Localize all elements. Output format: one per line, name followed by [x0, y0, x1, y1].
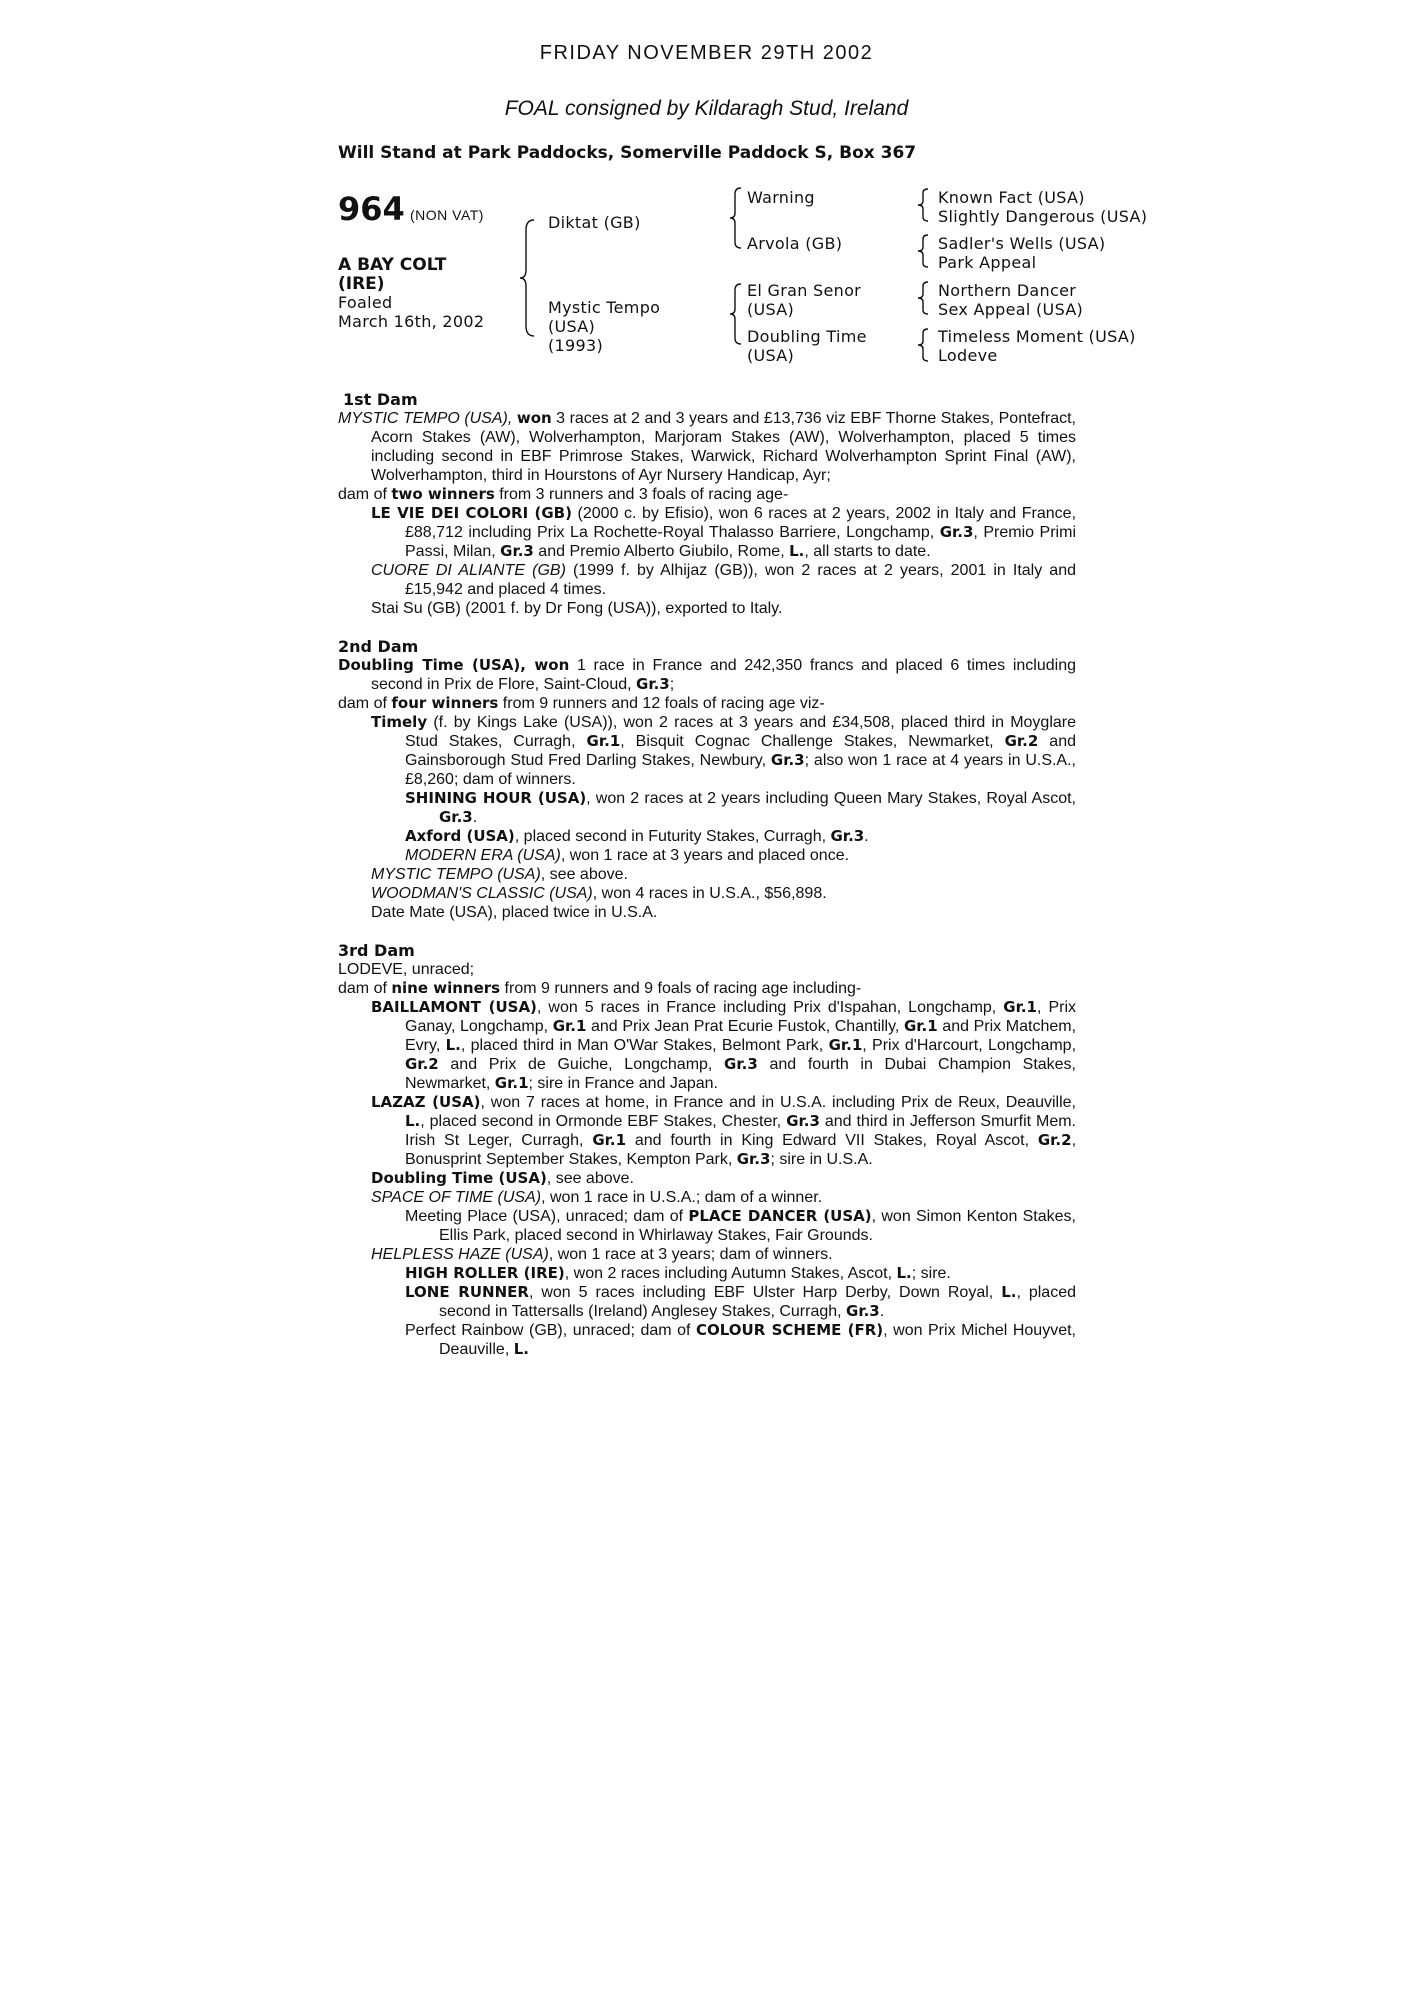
third-dam-produce-summary: [338, 979, 1076, 998]
horse-name: LE VIE DEI COLORI (GB): [371, 504, 572, 522]
produce-entry: Stai Su (GB) (2001 f. by Dr Fong (USA)), exported to Italy.: [371, 600, 783, 617]
foaled-label: Foaled: [338, 293, 393, 312]
produce-entry: [338, 827, 1076, 846]
grade-badge: Gr.3: [636, 675, 670, 693]
pedigree-dam: Mystic Tempo: [548, 298, 661, 317]
listed-badge: L.: [896, 1264, 912, 1282]
pedigree-sire-dam: Arvola (GB): [747, 234, 843, 253]
pedigree-ssd: Slightly Dangerous (USA): [938, 207, 1148, 226]
grade-badge: Gr.3: [830, 827, 865, 845]
text-run: and Premio Alberto Giubilo, Rome,: [533, 543, 790, 560]
produce-entry: [338, 1245, 1076, 1264]
produce-entry: [338, 713, 1076, 789]
pedigree-dam-country: (USA): [548, 317, 596, 336]
text-run: from 3 runners and 3 foals of racing age-: [494, 486, 789, 503]
text-run: , won 1 race in U.S.A.; dam of a winner.: [541, 1189, 823, 1206]
text-run: and Gainsborough Stud Fred Darling Stakes, Newbury,: [405, 733, 1077, 769]
listed-badge: L.: [1001, 1283, 1017, 1301]
horse-name: PLACE DANCER (USA): [688, 1207, 872, 1225]
produce-entry: Date Mate (USA), placed twice in U.S.A.: [371, 904, 658, 921]
horse-name: HIGH ROLLER (IRE): [405, 1264, 565, 1282]
text-run: (f. by Kings Lake (USA)), won 2 races at 3 years and £34,508, placed third in Moyglare Stud Stakes, Curragh,: [405, 714, 1076, 750]
second-dam-produce-summary: [338, 694, 1076, 713]
pedigree-dam-dam-country: (USA): [747, 346, 795, 365]
pedigree-sdd: Park Appeal: [938, 253, 1037, 272]
text-run: (1999 f. by Alhijaz (GB)), won 2 races at 2 years, 2001 in Italy and £15,942 and placed 4 times.: [405, 562, 1077, 598]
text-run: ;: [669, 676, 675, 693]
produce-entry: [338, 1188, 1076, 1207]
lot-description: A BAY COLT: [338, 255, 447, 275]
grade-badge: Gr.1: [1003, 998, 1037, 1016]
third-dam-record: LODEVE, unraced;: [338, 961, 475, 978]
horse-name: MODERN ERA (USA): [405, 847, 561, 864]
winners-count: two winners: [391, 485, 495, 503]
second-dam-heading: 2nd Dam: [338, 637, 419, 656]
text-run: , placed third in Man O'War Stakes, Belmont Park,: [460, 1037, 829, 1054]
first-dam-text: 3 races at 2 and 3 years and £13,736 viz EBF Thorne Stakes, Pontefract, Acorn Stakes (AW), Wolverhampton, Marjoram Stakes (AW), Wolverhampton, placed 5 times including second in EBF Primrose Stakes, Warwick, Richard Wolverhampton Sprint Final (AW), Wolverhampton, third in Hourstons of Ayr Nursery Handicap, Ayr;: [371, 410, 1076, 484]
produce-entry: [338, 998, 1076, 1093]
grade-badge: Gr.3: [786, 1112, 820, 1130]
listed-badge: L.: [789, 542, 805, 560]
second-dam-record: [338, 656, 1076, 694]
grade-badge: Gr.3: [439, 808, 473, 826]
consignment-line: FOAL consigned by Kildaragh Stud, Ireland: [504, 97, 909, 120]
text-run: , Prix d'Harcourt, Longchamp,: [862, 1037, 1077, 1054]
grade-badge: Gr.2: [1037, 1131, 1072, 1149]
horse-name: Timely: [371, 713, 428, 731]
text-run: Meeting Place (USA), unraced; dam of: [405, 1208, 689, 1225]
produce-entry: [338, 1169, 1076, 1188]
text-run: , won 1 race at 3 years; dam of winners.: [548, 1246, 833, 1263]
lot-number: 964: [338, 190, 405, 228]
horse-name: BAILLAMONT (USA): [371, 998, 537, 1016]
text-run: , won 2 races including Autumn Stakes, Ascot,: [564, 1265, 897, 1282]
text-run: ; sire in U.S.A.: [770, 1151, 873, 1168]
produce-entry: [338, 561, 1076, 599]
produce-entry: [338, 1283, 1076, 1321]
pedigree-brace-sd: [918, 233, 930, 269]
horse-name: WOODMAN'S CLASSIC (USA): [371, 885, 593, 902]
produce-entry: [338, 789, 1076, 827]
grade-badge: Gr.1: [828, 1036, 863, 1054]
grade-badge: Gr.3: [724, 1055, 758, 1073]
pedigree-brace-ds: [918, 280, 930, 316]
winners-count: nine winners: [391, 979, 501, 997]
text-run: and Prix Matchem, Evry,: [405, 1018, 1077, 1054]
grade-badge: Gr.1: [552, 1017, 587, 1035]
produce-entry: [338, 865, 1076, 884]
sale-date: FRIDAY NOVEMBER 29TH 2002: [539, 42, 874, 64]
text-run: .: [864, 828, 869, 845]
pedigree-dam-dam: Doubling Time: [747, 327, 867, 346]
pedigree-brace-dd: [918, 327, 930, 363]
text-run: from 9 runners and 9 foals of racing age including-: [500, 980, 862, 997]
pedigree-dam-sire-country: (USA): [747, 300, 795, 319]
stand-location: Will Stand at Park Paddocks, Somerville Paddock S, Box 367: [338, 143, 917, 163]
grade-badge: Gr.3: [939, 523, 974, 541]
pedigree-brace-sire: [730, 186, 744, 250]
text-run: and Prix de Guiche, Longchamp,: [438, 1056, 725, 1073]
horse-name: LONE RUNNER: [405, 1283, 529, 1301]
produce-entry: [338, 1264, 1076, 1283]
pedigree-dds: Timeless Moment (USA): [938, 327, 1136, 346]
text-run: Perfect Rainbow (GB), unraced; dam of: [405, 1322, 697, 1339]
grade-badge: Gr.1: [903, 1017, 938, 1035]
winners-count: four winners: [391, 694, 499, 712]
pedigree-dsd: Sex Appeal (USA): [938, 300, 1084, 319]
text-run: ; sire in France and Japan.: [528, 1075, 718, 1092]
second-dam-name: Doubling Time (USA), won: [338, 656, 570, 674]
text-run: and fourth in Dubai Champion Stakes, Newmarket,: [405, 1056, 1076, 1092]
pedigree-sire: Diktat (GB): [548, 213, 641, 232]
grade-badge: Gr.1: [586, 732, 621, 750]
horse-name: CUORE DI ALIANTE (GB): [371, 562, 566, 579]
text-run: .: [879, 1303, 885, 1320]
text-run: from 9 runners and 12 foals of racing age viz-: [498, 695, 825, 712]
first-dam-produce-summary: [338, 485, 1076, 504]
text-run: and third in Jefferson Smurfit Mem. Irish St Leger, Curragh,: [405, 1113, 1077, 1149]
listed-badge: L.: [445, 1036, 461, 1054]
text-run: ; sire.: [911, 1265, 951, 1282]
horse-name: Doubling Time (USA): [371, 1169, 547, 1187]
grade-badge: Gr.3: [500, 542, 534, 560]
vat-status: (NON VAT): [410, 207, 484, 223]
text-run: , won 2 races at 2 years including Queen Mary Stakes, Royal Ascot,: [586, 790, 1076, 807]
listed-badge: L.: [405, 1112, 421, 1130]
first-dam-name: MYSTIC TEMPO (USA),: [338, 410, 513, 427]
text-run: , won Simon Kenton Stakes, Ellis Park, placed second in Whirlaway Stakes, Fair Grounds.: [439, 1208, 1076, 1244]
pedigree-sire-sire: Warning: [747, 188, 815, 207]
pedigree-dss: Northern Dancer: [938, 281, 1077, 300]
produce-entry: [338, 846, 1076, 865]
text-run: , Bisquit Cognac Challenge Stakes, Newmarket,: [620, 733, 1005, 750]
produce-entry: [338, 1093, 1076, 1169]
catalogue-body: [338, 390, 1076, 1359]
grade-badge: Gr.1: [494, 1074, 529, 1092]
pedigree-sss: Known Fact (USA): [938, 188, 1085, 207]
produce-entry: [338, 1207, 1076, 1245]
lot-breeding-country: (IRE): [338, 274, 385, 294]
text-run: dam of: [338, 486, 392, 503]
first-dam-record: [338, 409, 1076, 485]
text-run: , placed second in Tattersalls (Ireland) Anglesey Stakes, Curragh,: [439, 1284, 1076, 1320]
text-run: , won 4 races in U.S.A., $56,898.: [592, 885, 827, 902]
text-run: , won 5 races in France including Prix d'Ispahan, Longchamp,: [536, 999, 1004, 1016]
text-run: , won Prix Michel Houyvet, Deauville,: [439, 1322, 1076, 1358]
first-dam-won: won: [516, 409, 552, 427]
pedigree-brace-main: [520, 218, 538, 338]
text-run: , won 7 races at home, in France and in U.S.A. including Prix de Reux, Deauville,: [480, 1094, 1076, 1111]
text-run: , placed second in Futurity Stakes, Curragh,: [514, 828, 831, 845]
text-run: ; also won 1 race at 4 years in U.S.A., £8,260; dam of winners.: [405, 752, 1076, 788]
horse-name: MYSTIC TEMPO (USA): [371, 866, 541, 883]
produce-entry: [338, 504, 1076, 561]
text-run: , Prix Ganay, Longchamp,: [405, 999, 1076, 1035]
text-run: dam of: [338, 695, 392, 712]
text-run: .: [472, 809, 478, 826]
text-run: , Bonusprint September Stakes, Kempton Park,: [405, 1132, 1077, 1168]
horse-name: SHINING HOUR (USA): [405, 789, 587, 807]
text-run: (2000 c. by Efisio), won 6 races at 2 years, 2002 in Italy and France, £88,712 including Prix La Rochette-Royal Thalasso Barriere, Longchamp,: [405, 505, 1077, 541]
grade-badge: Gr.3: [770, 751, 805, 769]
text-run: , see above.: [546, 1170, 634, 1187]
text-run: , Premio Primi Passi, Milan,: [405, 524, 1076, 560]
horse-name: COLOUR SCHEME (FR): [696, 1321, 884, 1339]
pedigree-dam-year: (1993): [548, 336, 604, 355]
text-run: dam of: [338, 980, 392, 997]
pedigree-brace-dam: [730, 282, 744, 346]
grade-badge: Gr.1: [592, 1131, 627, 1149]
produce-entry: [338, 884, 1076, 903]
pedigree-dam-sire: El Gran Senor: [747, 281, 862, 300]
listed-badge: L.: [513, 1340, 529, 1358]
grade-badge: Gr.2: [1004, 732, 1039, 750]
text-run: and fourth in King Edward VII Stakes, Royal Ascot,: [626, 1132, 1038, 1149]
grade-badge: Gr.2: [405, 1055, 439, 1073]
first-dam-heading: 1st Dam: [343, 390, 418, 409]
grade-badge: Gr.3: [846, 1302, 880, 1320]
horse-name: HELPLESS HAZE (USA): [371, 1246, 549, 1263]
text-run: , won 5 races including EBF Ulster Harp Derby, Down Royal,: [528, 1284, 1002, 1301]
produce-entry: [338, 1321, 1076, 1359]
horse-name: SPACE OF TIME (USA): [371, 1189, 542, 1206]
text-run: 1 race in France and 242,350 francs and placed 6 times including second in Prix de Flore, Saint-Cloud,: [371, 657, 1076, 693]
foaled-date: March 16th, 2002: [338, 312, 485, 331]
horse-name: Axford (USA): [405, 827, 515, 845]
horse-name: LAZAZ (USA): [371, 1093, 481, 1111]
text-run: , won 1 race at 3 years and placed once.: [560, 847, 850, 864]
text-run: , placed second in Ormonde EBF Stakes, Chester,: [420, 1113, 787, 1130]
text-run: and Prix Jean Prat Ecurie Fustok, Chantilly,: [586, 1018, 904, 1035]
pedigree-brace-ss: [918, 187, 930, 223]
third-dam-heading: 3rd Dam: [338, 941, 415, 960]
text-run: , all starts to date.: [804, 543, 931, 560]
text-run: , see above.: [540, 866, 628, 883]
grade-badge: Gr.3: [736, 1150, 771, 1168]
pedigree-sds: Sadler's Wells (USA): [938, 234, 1106, 253]
pedigree-ddd: Lodeve: [938, 346, 998, 365]
